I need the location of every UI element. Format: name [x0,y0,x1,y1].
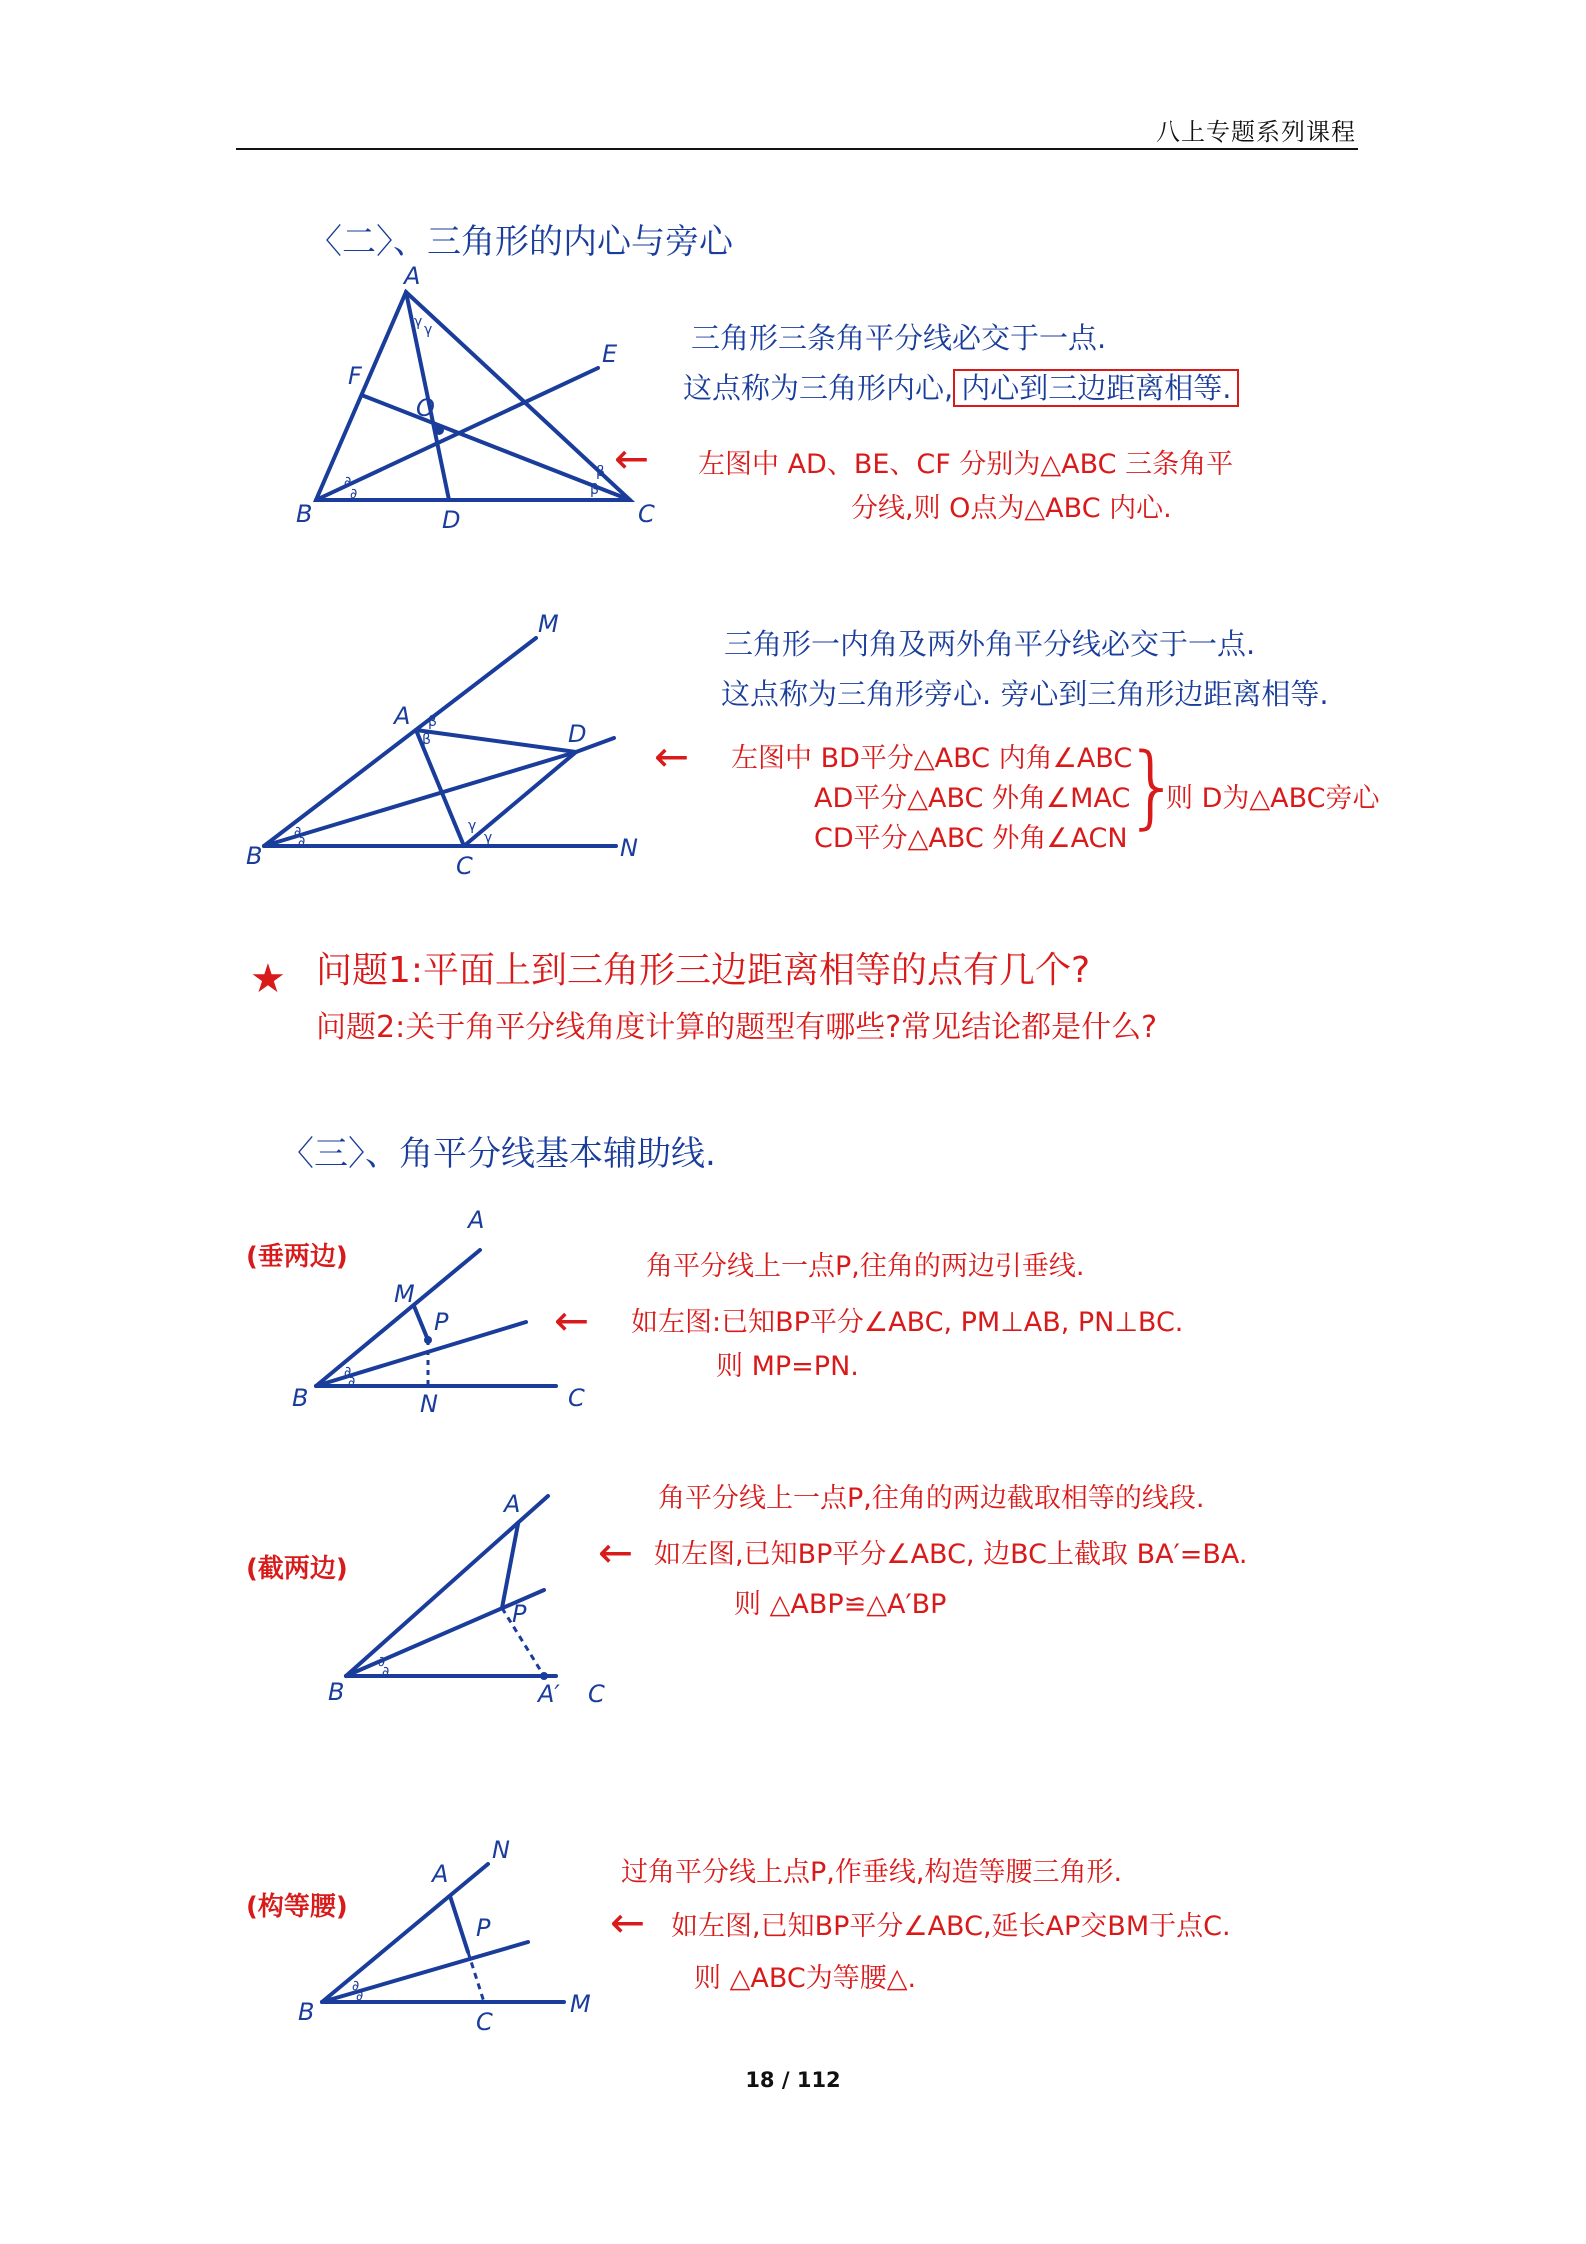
iso-text-line2: 如左图,已知BP平分∠ABC,延长AP交BM于点C. [671,1911,1231,1942]
incenter-point [434,425,444,435]
perp-text-line3: 则 MP=PN. [716,1351,859,1382]
label-d: D [442,506,461,534]
label-c: C [568,1384,585,1412]
incenter-note-line2: 分线,则 O点为△ABC 内心. [851,493,1172,524]
label-b: B [328,1678,345,1706]
svg-text:∂: ∂ [294,824,302,840]
star-icon: ★ [250,956,286,1002]
bisector-bd [264,752,576,846]
svg-text:∂: ∂ [356,1988,364,2004]
perpendicular-diagram [286,1206,646,1416]
label-a: A [404,262,421,290]
incenter-text-line2-start: 这点称为三角形内心, [683,371,954,405]
left-arrow-icon: ← [598,1528,634,1577]
excenter-diagram [246,610,686,880]
question-1: 问题1:平面上到三角形三边距离相等的点有几个? [316,950,1091,991]
header-rule [236,148,1358,150]
left-arrow-icon: ← [554,1296,590,1345]
bisector-cd [464,752,576,846]
svg-text:γ: γ [414,314,423,330]
label-f: F [348,362,362,390]
section1-heading: 〈二〉、三角形的内心与旁心 [308,222,733,262]
tag-cut: (截两边) [246,1554,348,1584]
section2-heading: 〈三〉、角平分线基本辅助线. [280,1134,716,1174]
left-arrow-icon: ← [610,1898,646,1947]
excenter-note1: 左图中 BD平分△ABC 内角∠ABC [731,743,1133,774]
label-b: B [296,500,313,528]
excenter-text-line1: 三角形一内角及两外角平分线必交于一点. [724,627,1256,661]
svg-text:β: β [422,732,431,748]
page-number: 18 / 112 [745,2068,841,2092]
label-n: N [620,834,638,862]
left-arrow-icon: ← [614,434,650,483]
label-m: M [538,610,559,638]
svg-text:∂: ∂ [348,1374,356,1390]
excenter-text-line2: 这点称为三角形旁心. 旁心到三角形边距离相等. [721,677,1329,711]
label-e: E [602,340,618,368]
label-a: A [394,702,411,730]
svg-text:β: β [428,714,437,730]
perp-text-line1: 角平分线上一点P,往角的两边引垂线. [646,1251,1085,1282]
isosceles-diagram [286,1836,626,2036]
svg-text:γ: γ [484,830,493,846]
bisector-ad [416,730,576,752]
excenter-note2: AD平分△ABC 外角∠MAC [814,783,1131,814]
incenter-boxed-conclusion: 内心到三边距离相等. [953,369,1239,407]
incenter-diagram [296,262,676,536]
label-b: B [292,1384,309,1412]
cut-segment-diagram [306,1476,636,1706]
svg-text:∂: ∂ [382,1664,390,1680]
label-p: P [476,1914,491,1942]
svg-text:β: β [596,464,605,480]
label-b: B [246,842,263,870]
label-a: A [504,1490,521,1518]
label-m: M [570,1990,591,2018]
cut-text-line1: 角平分线上一点P,往角的两边截取相等的线段. [658,1483,1205,1514]
svg-text:∂: ∂ [378,1654,386,1670]
cut-text-line3: 则 △ABP≌△A′BP [734,1589,947,1620]
question-2: 问题2:关于角平分线角度计算的题型有哪些?常见结论都是什么? [316,1010,1158,1045]
cut-text-line2: 如左图,已知BP平分∠ABC, 边BC上截取 BA′=BA. [654,1539,1248,1570]
svg-text:∂: ∂ [344,1364,352,1380]
label-a-prime: A′ [538,1680,560,1708]
svg-text:∂: ∂ [344,474,352,490]
label-m: M [394,1280,415,1308]
ray-ba [316,1250,480,1386]
iso-text-line1: 过角平分线上点P,作垂线,构造等腰三角形. [621,1857,1123,1888]
iso-text-line3: 则 △ABC为等腰△. [694,1963,917,1994]
segment-ap [450,1896,468,1952]
label-p: P [512,1600,527,1628]
svg-text:β: β [590,482,599,498]
label-p: P [434,1308,449,1336]
label-n: N [492,1836,510,1864]
label-d: D [568,720,587,748]
svg-text:γ: γ [424,322,433,338]
label-a: A [432,1860,449,1888]
label-c: C [456,852,473,880]
perp-pm [414,1306,428,1340]
right-brace: } [1124,734,1182,839]
label-c: C [638,500,655,528]
excenter-note3: CD平分△ABC 外角∠ACN [814,823,1128,854]
label-c: C [588,1680,605,1708]
tag-perpendicular: (垂两边) [246,1242,348,1272]
left-arrow-icon: ← [654,732,690,781]
label-c: C [476,2008,493,2036]
svg-text:∂: ∂ [350,486,358,502]
incenter-note-line1: 左图中 AD、BE、CF 分别为△ABC 三条角平 [698,449,1234,480]
svg-text:γ: γ [468,818,477,834]
excenter-conclusion: 则 D为△ABC旁心 [1166,783,1380,814]
incenter-text-line1: 三角形三条角平分线必交于一点. [691,321,1107,355]
handwritten-notes-sheet [236,196,1380,2058]
svg-text:∂: ∂ [298,834,306,850]
incenter-text-line2 [683,366,1239,407]
header-title: 八上专题系列课程 [1156,118,1356,146]
svg-text:∂: ∂ [352,1978,360,1994]
perp-text-line2: 如左图:已知BP平分∠ABC, PM⊥AB, PN⊥BC. [631,1307,1184,1338]
label-b: B [298,1998,315,2026]
label-a: A [468,1206,485,1234]
label-n: N [420,1390,438,1418]
label-o: O [416,394,435,422]
tag-isosceles: (构等腰) [246,1892,348,1922]
